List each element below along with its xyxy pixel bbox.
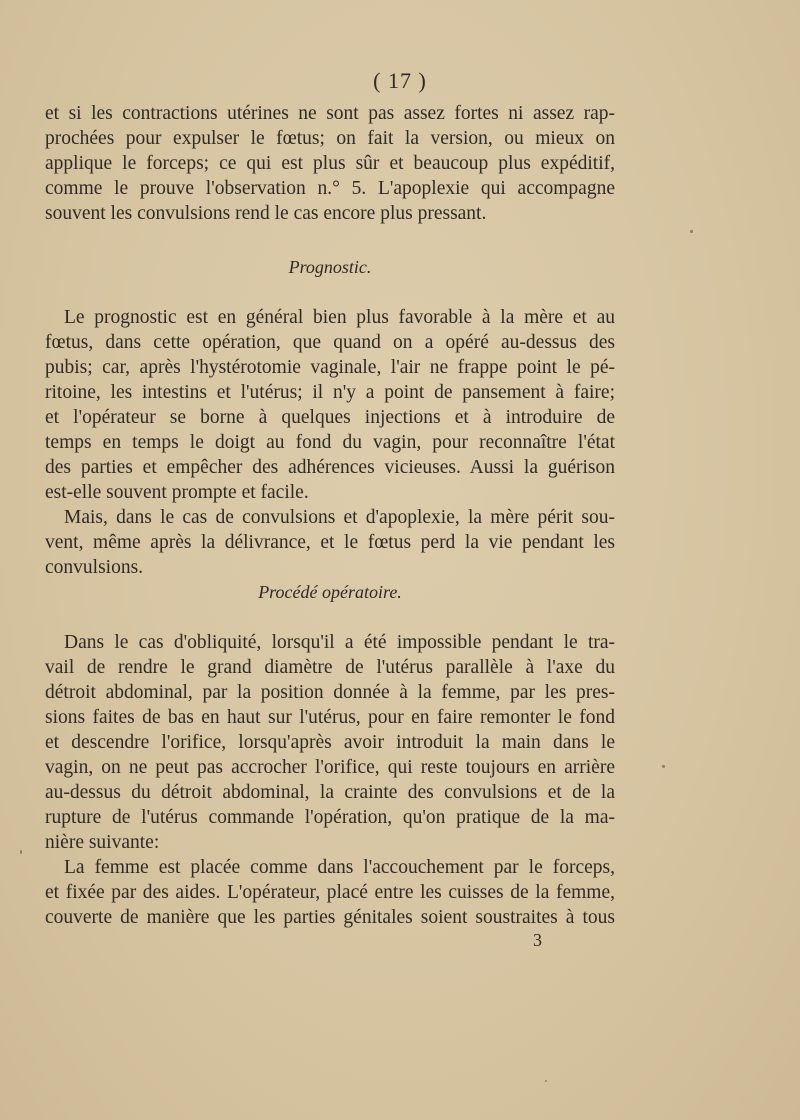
page-number: ( 17 )	[373, 68, 427, 93]
text-line: au-dessus du détroit abdominal, la crainte des convulsions et de la	[45, 782, 615, 803]
text-line: temps en temps le doigt au fond du vagin, pour reconnaître l'état	[45, 432, 615, 453]
text-line: applique le forceps; ce qui est plus sûr et beaucoup plus expéditif,	[45, 153, 615, 174]
text-line: nière suivante:	[45, 832, 160, 853]
text-line: Mais, dans le cas de convulsions et d'apoplexie, la mère périt sou-	[64, 507, 615, 528]
text-line: est-elle souvent prompte et facile.	[45, 482, 309, 503]
paper-speck	[20, 850, 22, 854]
text-line: et fixée par des aides. L'opérateur, placé entre les cuisses de la femme,	[45, 882, 615, 903]
paper-speck	[545, 1080, 547, 1082]
text-line: comme le prouve l'observation n.° 5. L'apoplexie qui accompagne	[45, 178, 615, 199]
text-line: Le prognostic est en général bien plus favorable à la mère et au	[64, 307, 615, 328]
text-line: vagin, on ne peut pas accrocher l'orifice, qui reste toujours en arrière	[45, 757, 615, 778]
text-line: et si les contractions utérines ne sont pas assez fortes ni assez rap-	[45, 103, 615, 124]
text-line: La femme est placée comme dans l'accouchement par le forceps,	[64, 857, 615, 878]
text-line: vent, même après la délivrance, et le fœtus perd la vie pendant les	[45, 532, 615, 553]
section-heading-procedure: Procédé opératoire.	[258, 582, 402, 602]
text-line: rupture de l'utérus commande l'opération, qu'on pratique de la ma-	[45, 807, 615, 828]
text-line: couverte de manière que les parties génitales soient soustraites à tous	[45, 907, 615, 928]
text-line: pubis; car, après l'hystérotomie vaginale, l'air ne frappe point le pé-	[45, 357, 615, 378]
text-line: et descendre l'orifice, lorsqu'après avoir introduit la main dans le	[45, 732, 615, 753]
text-line: des parties et empêcher des adhérences vicieuses. Aussi la guérison	[45, 457, 615, 478]
paper-speck	[662, 765, 665, 768]
paper-speck	[690, 230, 693, 233]
text-line: fœtus, dans cette opération, que quand on a opéré au-dessus des	[45, 332, 615, 353]
text-line: et l'opérateur se borne à quelques injections et à introduire de	[45, 407, 615, 428]
text-line: détroit abdominal, par la position donnée à la femme, par les pres-	[45, 682, 615, 703]
section-heading-prognostic: Prognostic.	[288, 257, 372, 277]
signature-mark: 3	[533, 930, 542, 950]
text-line: sions faites de bas en haut sur l'utérus, pour en faire remonter le fond	[45, 707, 615, 728]
text-line: vail de rendre le grand diamètre de l'utérus parallèle à l'axe du	[45, 657, 615, 678]
text-line: prochées pour expulser le fœtus; on fait la version, ou mieux on	[45, 128, 615, 149]
text-line: convulsions.	[45, 557, 144, 578]
text-line: Dans le cas d'obliquité, lorsqu'il a été impossible pendant le tra-	[64, 632, 615, 653]
text-line: souvent les convulsions rend le cas encore plus pressant.	[45, 203, 487, 224]
text-line: ritoine, les intestins et l'utérus; il n'y a point de pansement à faire;	[45, 382, 615, 403]
